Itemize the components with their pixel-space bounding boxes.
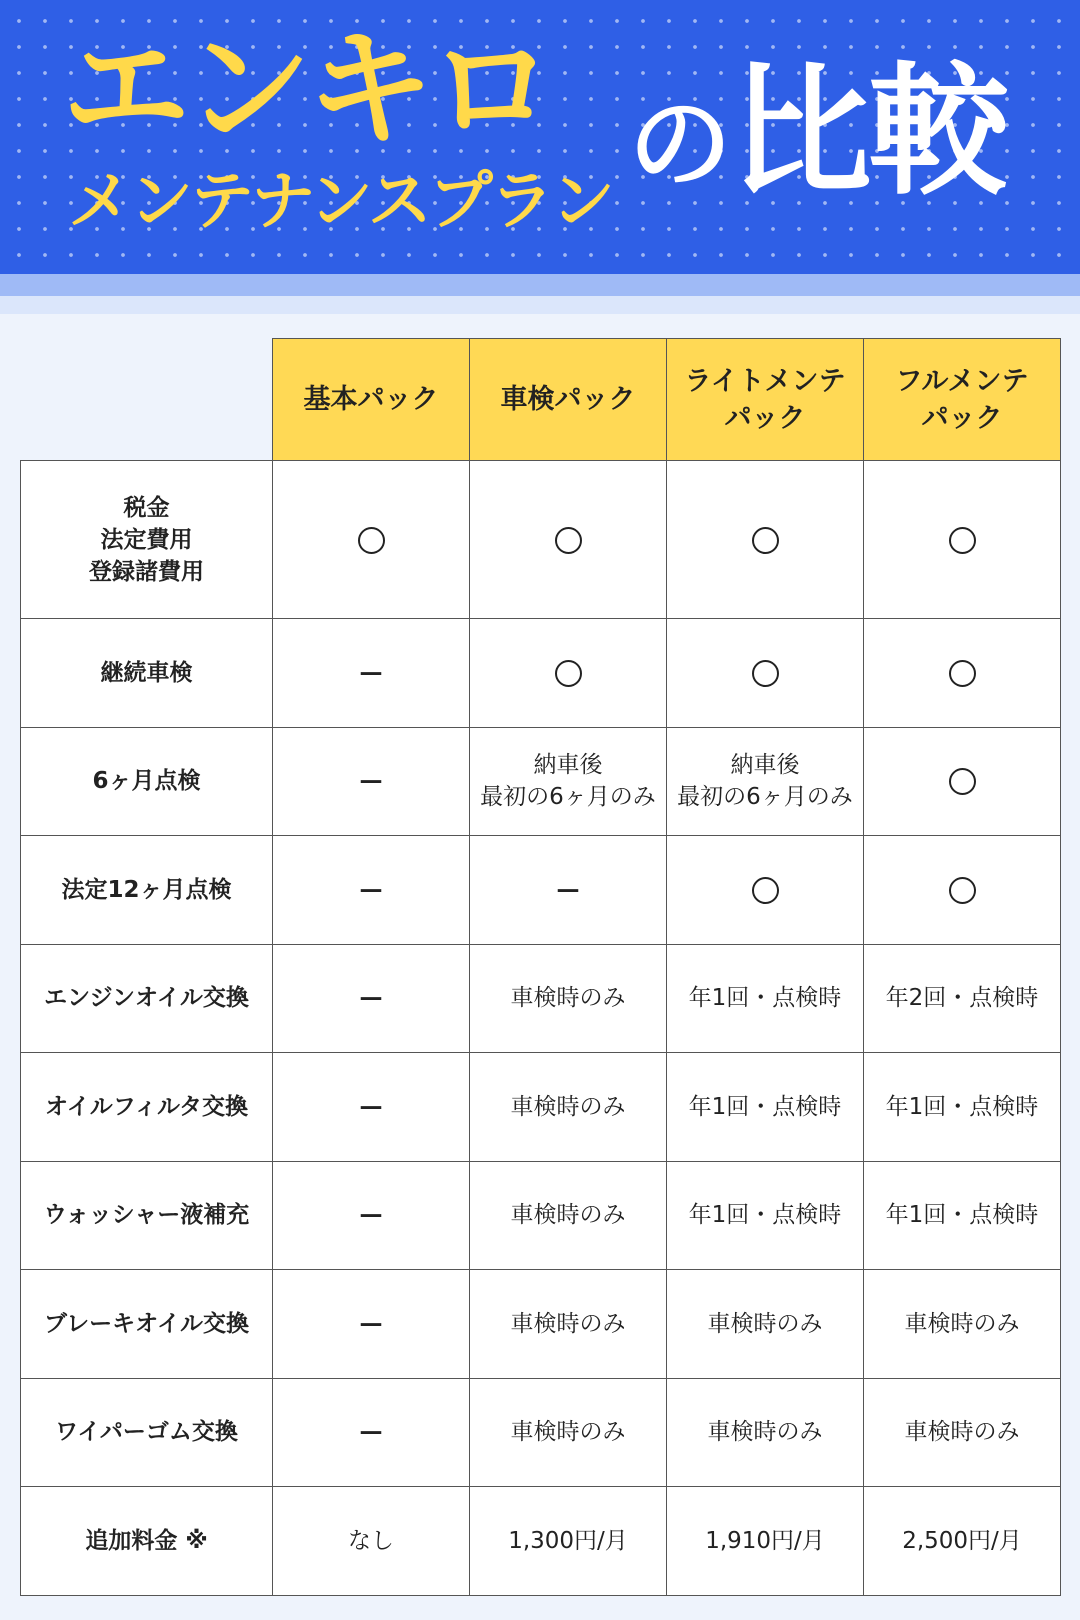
row-label: 税金 法定費用 登録諸費用	[21, 461, 273, 619]
cell-light-maintenance-pack	[667, 1053, 864, 1162]
table-row	[21, 727, 1061, 836]
column-header-light-maintenance-pack: ライトメンテ パック	[667, 339, 864, 461]
included-circle-icon	[555, 527, 582, 554]
cell-light-maintenance-pack	[667, 1378, 864, 1487]
table-row	[21, 1487, 1061, 1596]
not-included-dash: —	[556, 876, 580, 903]
cell-text: 年2回・点検時	[885, 985, 1039, 1012]
row-label: オイルフィルタ交換	[21, 1053, 273, 1162]
row-label: 追加料金 ※	[21, 1487, 273, 1596]
table-body	[21, 461, 1061, 1596]
column-header-basic-pack: 基本パック	[273, 339, 470, 461]
title-compare: 比較	[730, 50, 1006, 215]
cell-inspection-pack	[470, 1378, 667, 1487]
cell-basic-pack	[273, 1270, 470, 1379]
cell-full-maintenance-pack	[864, 619, 1061, 728]
cell-text: 車検時のみ	[904, 1310, 1020, 1337]
title-particle: の	[628, 83, 733, 205]
cell-full-maintenance-pack	[864, 727, 1061, 836]
comparison-table-container	[20, 338, 1060, 1596]
cell-basic-pack	[273, 619, 470, 728]
included-circle-icon	[949, 527, 976, 554]
cell-text: 車検時のみ	[707, 1419, 823, 1446]
included-circle-icon	[949, 768, 976, 795]
cell-basic-pack	[273, 1378, 470, 1487]
cell-text: 2,500円/月	[902, 1527, 1022, 1554]
cell-basic-pack	[273, 461, 470, 619]
included-circle-icon	[555, 660, 582, 687]
cell-text: 車検時のみ	[904, 1419, 1020, 1446]
cell-text: 車検時のみ	[510, 985, 626, 1012]
cell-inspection-pack	[470, 461, 667, 619]
row-label: ワイパーゴム交換	[21, 1378, 273, 1487]
table-row	[21, 836, 1061, 945]
not-included-dash: —	[359, 1202, 383, 1229]
cell-text: 車検時のみ	[510, 1093, 626, 1120]
cell-basic-pack	[273, 944, 470, 1053]
title-brand: エンキロ	[62, 15, 551, 164]
cell-full-maintenance-pack	[864, 1270, 1061, 1379]
table-row	[21, 944, 1061, 1053]
cell-full-maintenance-pack	[864, 1487, 1061, 1596]
cell-inspection-pack	[470, 727, 667, 836]
row-label: ウォッシャー液補充	[21, 1161, 273, 1270]
header-divider-band-light	[0, 296, 1080, 314]
cell-light-maintenance-pack	[667, 727, 864, 836]
cell-inspection-pack	[470, 1487, 667, 1596]
cell-inspection-pack	[470, 1053, 667, 1162]
header-banner	[0, 0, 1080, 274]
cell-inspection-pack	[470, 619, 667, 728]
table-row	[21, 1270, 1061, 1379]
cell-basic-pack	[273, 1053, 470, 1162]
not-included-dash: —	[359, 985, 383, 1012]
cell-full-maintenance-pack	[864, 944, 1061, 1053]
cell-text: 年1回・点検時	[688, 985, 842, 1012]
cell-full-maintenance-pack	[864, 1053, 1061, 1162]
cell-full-maintenance-pack	[864, 461, 1061, 619]
header-divider-band	[0, 274, 1080, 296]
cell-full-maintenance-pack	[864, 1378, 1061, 1487]
table-header-row	[21, 339, 1061, 461]
cell-light-maintenance-pack	[667, 1270, 864, 1379]
cell-full-maintenance-pack	[864, 1161, 1061, 1270]
cell-text: 1,910円/月	[705, 1527, 825, 1554]
included-circle-icon	[752, 527, 779, 554]
cell-inspection-pack	[470, 944, 667, 1053]
cell-inspection-pack	[470, 1161, 667, 1270]
column-header-inspection-pack: 車検パック	[470, 339, 667, 461]
table-row	[21, 461, 1061, 619]
cell-text: 車検時のみ	[510, 1310, 626, 1337]
not-included-dash: —	[359, 1093, 383, 1120]
not-included-dash: —	[359, 1419, 383, 1446]
table-row	[21, 619, 1061, 728]
table-row	[21, 1053, 1061, 1162]
cell-light-maintenance-pack	[667, 1161, 864, 1270]
cell-text: 1,300円/月	[508, 1527, 628, 1554]
row-label: エンジンオイル交換	[21, 944, 273, 1053]
cell-full-maintenance-pack	[864, 836, 1061, 945]
cell-light-maintenance-pack	[667, 619, 864, 728]
table-corner-cell	[21, 339, 273, 461]
cell-light-maintenance-pack	[667, 944, 864, 1053]
cell-basic-pack	[273, 1161, 470, 1270]
row-label: 継続車検	[21, 619, 273, 728]
included-circle-icon	[752, 660, 779, 687]
cell-basic-pack	[273, 1487, 470, 1596]
included-circle-icon	[949, 660, 976, 687]
table-row	[21, 1161, 1061, 1270]
not-included-dash: —	[359, 768, 383, 795]
row-label: ブレーキオイル交換	[21, 1270, 273, 1379]
cell-text: 車検時のみ	[707, 1310, 823, 1337]
cell-text: 納車後 最初の6ヶ月のみ	[677, 752, 853, 811]
cell-text: なし	[348, 1527, 394, 1554]
included-circle-icon	[358, 527, 385, 554]
comparison-table	[20, 338, 1061, 1596]
cell-inspection-pack	[470, 836, 667, 945]
cell-inspection-pack	[470, 1270, 667, 1379]
cell-text: 車検時のみ	[510, 1202, 626, 1229]
cell-text: 年1回・点検時	[885, 1093, 1039, 1120]
not-included-dash: —	[359, 1310, 383, 1337]
included-circle-icon	[949, 877, 976, 904]
cell-basic-pack	[273, 836, 470, 945]
cell-text: 車検時のみ	[510, 1419, 626, 1446]
row-label: 6ヶ月点検	[21, 727, 273, 836]
cell-basic-pack	[273, 727, 470, 836]
column-header-full-maintenance-pack: フルメンテ パック	[864, 339, 1061, 461]
cell-light-maintenance-pack	[667, 836, 864, 945]
cell-light-maintenance-pack	[667, 1487, 864, 1596]
cell-text: 納車後 最初の6ヶ月のみ	[480, 752, 656, 811]
cell-light-maintenance-pack	[667, 461, 864, 619]
table-row	[21, 1378, 1061, 1487]
included-circle-icon	[752, 877, 779, 904]
row-label: 法定12ヶ月点検	[21, 836, 273, 945]
title-subtitle: メンテナンスプラン	[68, 165, 612, 239]
not-included-dash: —	[359, 659, 383, 686]
cell-text: 年1回・点検時	[688, 1093, 842, 1120]
not-included-dash: —	[359, 876, 383, 903]
cell-text: 年1回・点検時	[688, 1202, 842, 1229]
cell-text: 年1回・点検時	[885, 1202, 1039, 1229]
